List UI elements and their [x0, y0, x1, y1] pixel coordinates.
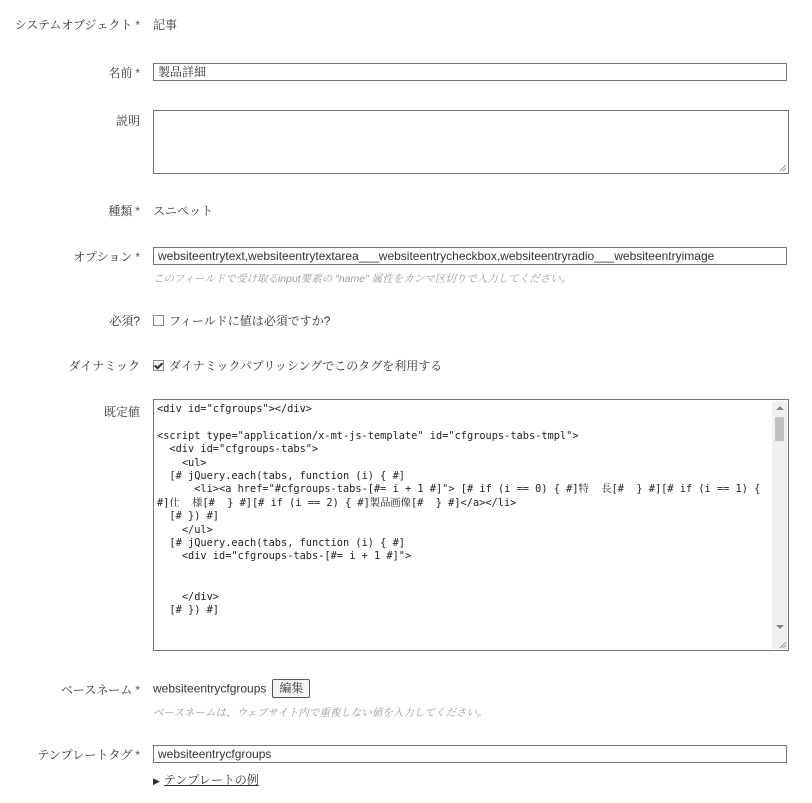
- triangle-right-icon: ▶: [153, 776, 160, 786]
- name-label: 名前 *: [108, 66, 140, 80]
- template-example-toggle[interactable]: [153, 771, 259, 788]
- required-checkbox-group[interactable]: [153, 312, 330, 329]
- template-tag-label: テンプレートタグ *: [37, 748, 140, 762]
- dynamic-label: ダイナミック: [68, 359, 140, 373]
- dynamic-checkbox-label: ダイナミックパブリッシングでこのタグを利用する: [169, 359, 443, 373]
- dynamic-checkbox[interactable]: [153, 360, 164, 371]
- code-scrollbar[interactable]: [772, 401, 787, 649]
- scroll-thumb[interactable]: [775, 417, 784, 441]
- type-label: 種類 *: [108, 204, 140, 218]
- type-value: スニペット: [153, 204, 214, 218]
- scroll-up-icon[interactable]: [776, 406, 784, 410]
- default-value-label: 既定値: [103, 405, 140, 419]
- template-tag-input[interactable]: websiteentrycfgroups: [153, 745, 787, 763]
- resize-grip-icon[interactable]: [779, 164, 787, 172]
- description-label: 説明: [115, 114, 140, 128]
- basename-hint: ベースネームは、ウェブサイト内で重複しない値を入力してください。: [153, 707, 488, 719]
- name-input[interactable]: 製品詳細: [153, 63, 787, 81]
- required-checkbox-label: フィールドに値は必須ですか?: [169, 314, 331, 328]
- default-value-textarea[interactable]: [153, 399, 789, 651]
- description-textarea[interactable]: [153, 110, 789, 174]
- basename-edit-button[interactable]: 編集: [272, 679, 310, 698]
- resize-grip-icon[interactable]: [779, 641, 787, 649]
- options-input[interactable]: websiteentrytext,websiteentrytextarea___websiteentrycheckbox,websiteentryradio___websiteentryimage: [153, 247, 787, 265]
- basename-group: [153, 679, 310, 698]
- system-object-value: 記事: [153, 18, 178, 32]
- required-label: 必須?: [109, 314, 140, 328]
- options-label: オプション *: [73, 250, 140, 264]
- default-value-code: <div id="cfgroups"></div> <script type="application/x-mt-js-template" id="cfgroups-tabs-tmpl"> <div id="cfgroups-tabs"> <ul> [# jQuery.each(tabs, function (i) { #] <li><a href="#cfgroups-tabs-[#= i + 1 #]"> [# if (i == 0) { #]特 長[# } #][# if (i == 1) { #]仕 様[# } #][# if (i == 2) { #]製品画像[# } #]</a></li> [# }) #] </ul> [# jQuery.each(tabs, function (i) { #] <div id="cfgroups-tabs-[#= i + 1 #]"> </div> [# }) #]: [157, 403, 761, 617]
- basename-value: websiteentrycfgroups: [153, 681, 267, 696]
- template-example-link[interactable]: テンプレートの例: [163, 773, 259, 787]
- options-hint: このフィールドで受け取るinput要素の "name" 属性をカンマ区切りで入力してください。: [153, 273, 572, 285]
- basename-label: ベースネーム *: [60, 683, 140, 697]
- required-checkbox[interactable]: [153, 315, 164, 326]
- scroll-down-icon[interactable]: [776, 625, 784, 629]
- dynamic-checkbox-group[interactable]: [153, 357, 442, 374]
- system-object-label: システムオブジェクト *: [14, 18, 140, 32]
